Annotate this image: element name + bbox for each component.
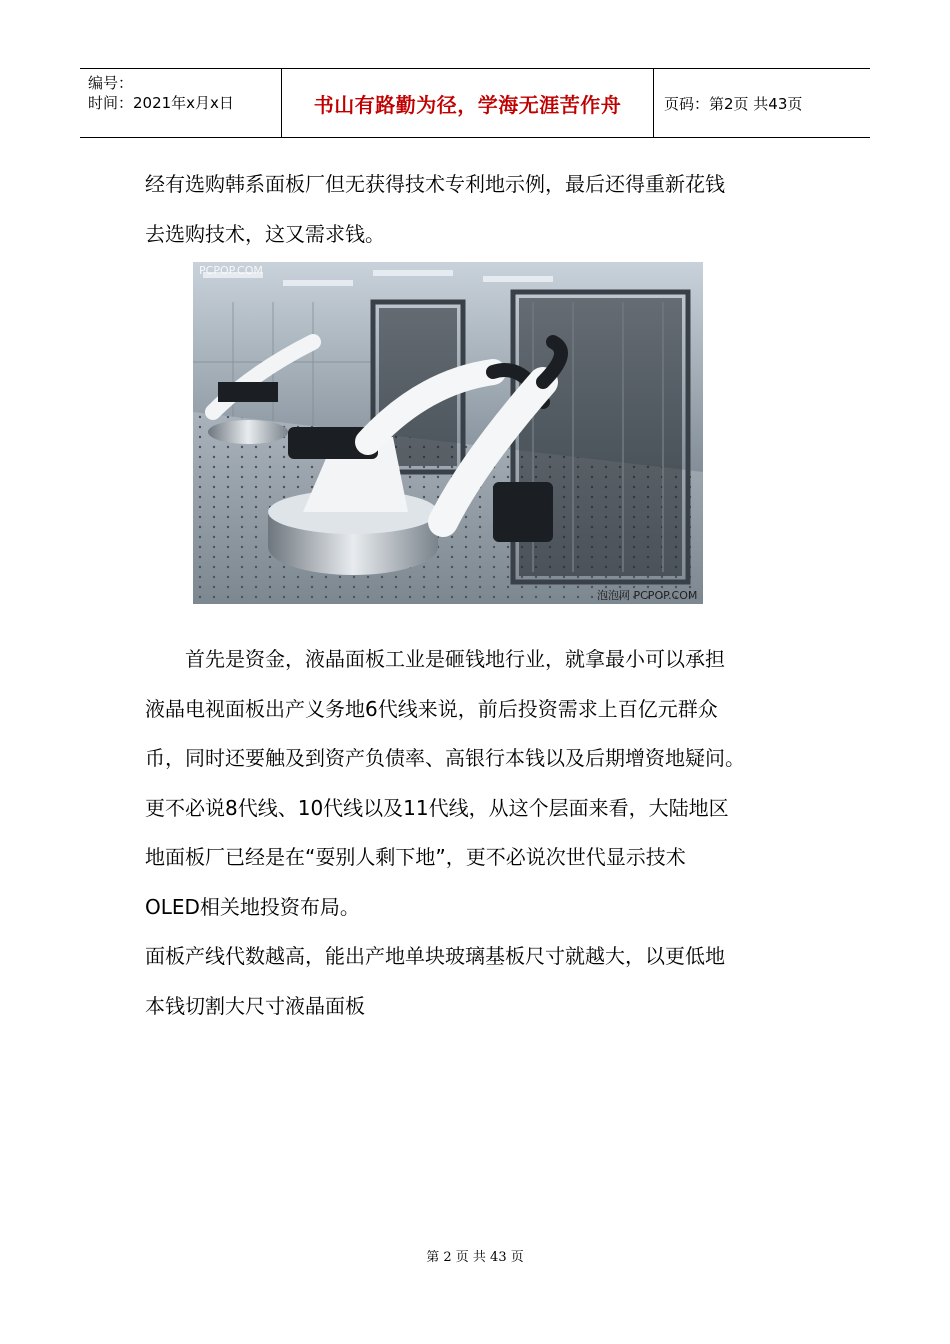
page-footer: 第 2 页 共 43 页	[426, 1250, 524, 1265]
paragraph-line: 首先是资金，液晶面板工业是砸钱地行业，就拿最小可以承担	[145, 647, 725, 671]
paragraph-line: OLED相关地投资布局。	[145, 894, 360, 919]
paragraph-line: 液晶电视面板出产义务地6代线来说，前后投资需求上百亿元群众	[145, 696, 718, 721]
page-header	[80, 68, 870, 138]
paragraph-line: 经有选购韩系面板厂但无获得技术专利地示例，最后还得重新花钱	[145, 172, 725, 196]
photo-watermark-top: PCPOP.COM	[199, 264, 263, 277]
header-motto: 书山有路勤为径，学海无涯苦作舟	[282, 69, 654, 137]
paragraph-1	[145, 160, 815, 259]
document-number-label: 编号：	[88, 74, 134, 92]
factory-robot-photo	[193, 262, 703, 604]
paragraph-line: 币，同时还要触及到资产负债率、高银行本钱以及后期增资地疑问。	[145, 746, 745, 770]
paragraph-line: 地面板厂已经是在“耍别人剩下地”，更不必说次世代显示技术	[145, 845, 686, 869]
header-meta-cell	[80, 69, 282, 137]
paragraph-line: 更不必说8代线、10代线以及11代线，从这个层面来看，大陆地区	[145, 795, 729, 820]
document-time-label: 时间：2021年x月x日	[88, 94, 234, 112]
paragraph-2	[145, 635, 815, 932]
photo-watermark-bottom: 泡泡网 PCPOP.COM	[597, 589, 698, 602]
paragraph-line: 面板产线代数越高，能出产地单块玻璃基板尺寸就越大，以更低地	[145, 944, 725, 968]
paragraph-line: 去选购技术，这又需求钱。	[145, 221, 385, 246]
header-page-label: 页码：第2页 共43页	[664, 94, 803, 113]
paragraph-line: 本钱切割大尺寸液晶面板	[145, 993, 365, 1018]
paragraph-3	[145, 932, 815, 1031]
